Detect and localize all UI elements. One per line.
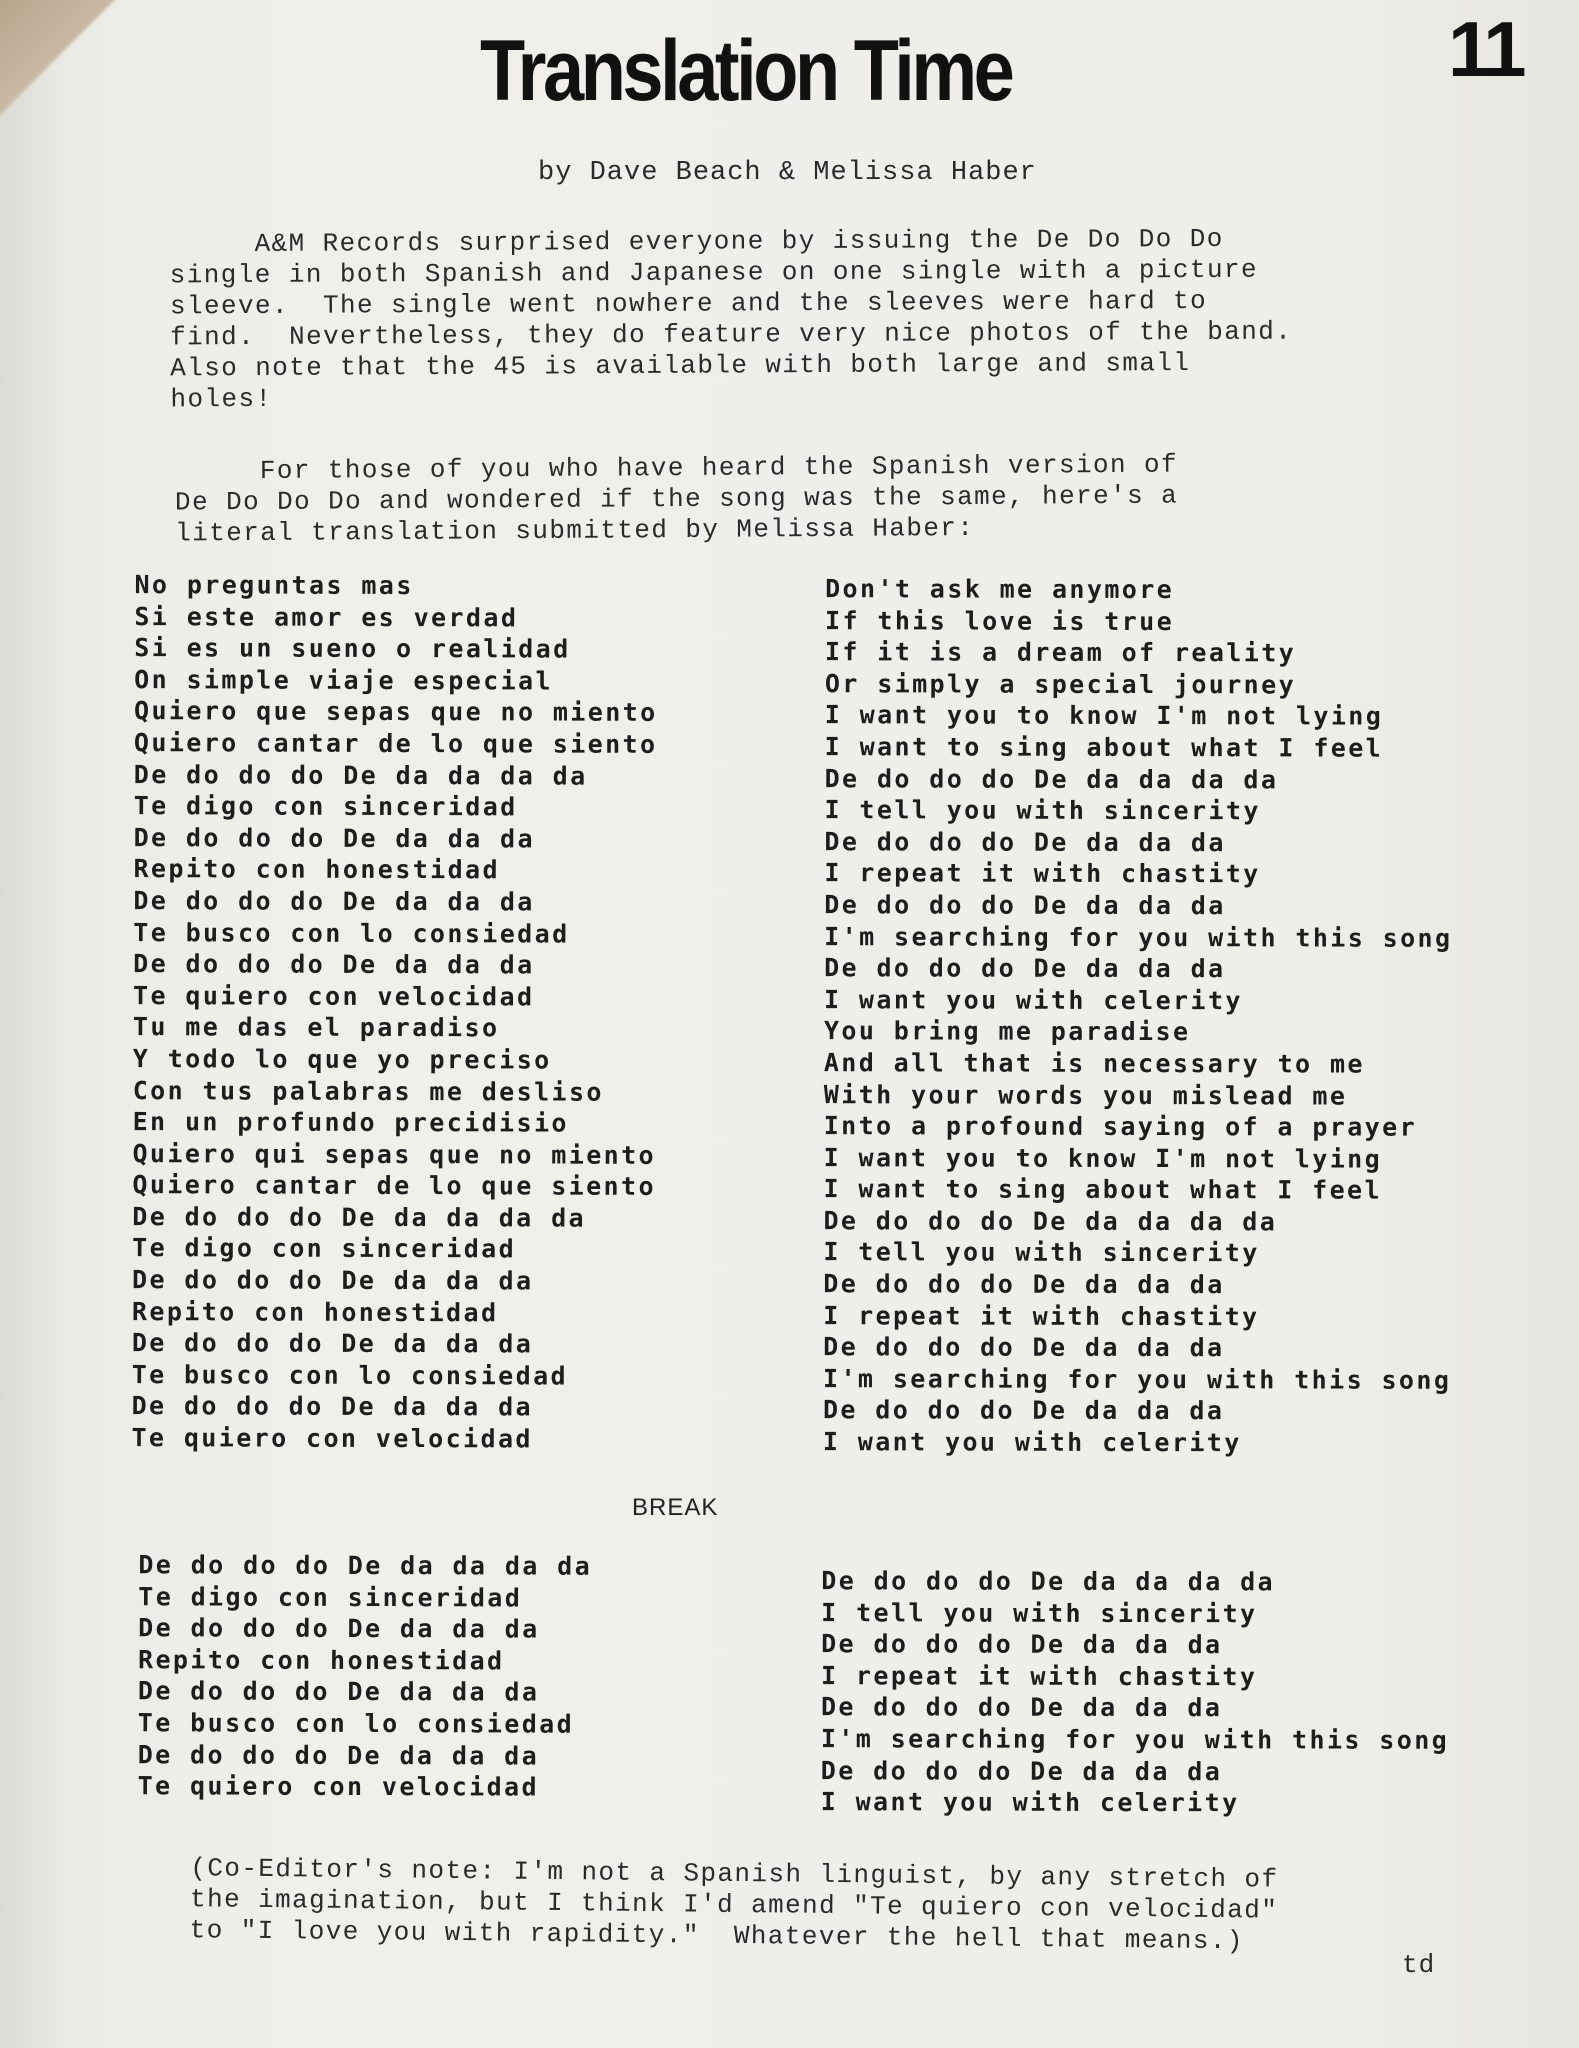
english-lyric-line: I want you with celerity (824, 984, 1243, 1015)
spanish-lyric-line: De do do do De da da da da (132, 1201, 587, 1233)
english-lyric-line: De do do do De da da da (824, 826, 1226, 857)
english-lyric-line: De do do do De da da da da (823, 1206, 1278, 1237)
english-lyric-line: I want you to know I'm not lying (823, 1142, 1383, 1174)
spanish-lyric-line: Repito con honestidad (138, 1644, 505, 1676)
spanish-lyric-line: De do do do De da da da (138, 1613, 540, 1644)
spanish-lyric-line: Y todo lo que yo preciso (132, 1043, 552, 1075)
english-lyric-line: De do do do De da da da (821, 1629, 1223, 1660)
spanish-lyric-line: Si es un sueno o realidad (134, 633, 571, 664)
spanish-lyrics-after-break (138, 1549, 593, 1803)
spanish-lyric-line: Tu me das el paradiso (132, 1012, 500, 1043)
spanish-lyric-line: No preguntas mas (134, 570, 414, 601)
english-lyric-line: I want you to know I'm not lying (824, 700, 1384, 732)
spanish-lyric-line: Te quiero con velocidad (133, 980, 535, 1012)
article-byline: by Dave Beach & Melissa Haber (538, 158, 1037, 188)
english-lyric-line: I repeat it with chastity (823, 1300, 1260, 1331)
page-number: 11 (1448, 5, 1523, 93)
spanish-lyric-line: De do do do De da da da da (133, 759, 588, 791)
spanish-lyric-line: Quiero que sepas que no miento (133, 696, 658, 728)
english-lyric-line: De do do do De da da da da (824, 763, 1279, 794)
spanish-lyric-line: Te digo con sinceridad (132, 1233, 517, 1264)
english-lyric-line: De do do do De da da da (823, 1332, 1225, 1363)
spanish-lyric-line: De do do do De da da da (137, 1676, 540, 1707)
spanish-lyric-line: De do do do De da da da (132, 1265, 534, 1296)
spanish-lyric-line: Te quiero con velocidad (137, 1771, 540, 1802)
break-label: BREAK (632, 1494, 719, 1521)
english-lyric-line: I'm searching for you with this song (820, 1724, 1450, 1755)
spanish-lyric-line: De do do do De da da da (133, 822, 536, 854)
spanish-lyric-line: En un profundo precidisio (132, 1107, 569, 1138)
spanish-lyrics-column (131, 569, 658, 1455)
spanish-lyric-line: Repito con honestidad (133, 854, 501, 885)
english-lyric-line: Don't ask me anymore (825, 574, 1175, 605)
spanish-lyric-line: Te quiero con velocidad (131, 1423, 533, 1454)
page-corner-shadow (0, 0, 150, 220)
english-lyric-line: De do do do De da da da (824, 953, 1226, 984)
english-lyric-line: I tell you with sincerity (824, 795, 1261, 826)
english-lyric-line: I'm searching for you with this song (824, 921, 1453, 953)
english-lyric-line: I want you with celerity (822, 1427, 1242, 1458)
spanish-lyric-line: Con tus palabras me desliso (132, 1075, 604, 1107)
spanish-lyric-line: Te digo con sinceridad (138, 1581, 523, 1613)
english-lyric-line: I repeat it with chastity (824, 858, 1261, 889)
translation-intro-paragraph: For those of you who have heard the Spanish version of De Do Do Do and wondered if the song was the same, here's a literal translation submitted by Melissa Haber: (174, 449, 1179, 549)
spanish-lyric-line: De do do do De da da da (137, 1739, 540, 1771)
english-lyric-line: Or simply a special journey (824, 668, 1297, 700)
article-title: Translation Time (480, 23, 1012, 119)
english-lyric-line: I repeat it with chastity (821, 1660, 1258, 1692)
spanish-lyric-line: De do do do De da da da da (138, 1550, 593, 1581)
spanish-lyric-line: On simple viaje especial (134, 664, 554, 696)
spanish-lyric-line: Te digo con sinceridad (133, 791, 518, 822)
english-lyric-line: De do do do De da da da da (821, 1566, 1276, 1597)
english-lyric-line: De do do do De da da da (822, 1395, 1225, 1426)
english-lyric-line: De do do do De da da da (820, 1755, 1223, 1786)
spanish-lyric-line: Quiero cantar de lo que siento (132, 1170, 656, 1202)
intro-paragraph: A&M Records surprised everyone by issuing the De Do Do Do single in both Spanish and Japanese on one single with a picture sleeve. The single went nowhere and the sleeves were hard to find. Nevertheless, they do feature very nice photos of the band. Also note that the 45 is available with both large and small holes! (169, 223, 1293, 415)
english-lyric-line: I want to sing about what I feel (824, 732, 1384, 763)
spanish-lyric-line: Repito con honestidad (131, 1296, 499, 1328)
english-lyric-line: Into a profound saying of a prayer (823, 1111, 1418, 1142)
english-lyric-line: I want to sing about what I feel (823, 1174, 1383, 1205)
spanish-lyric-line: Te busco con lo consiedad (137, 1708, 575, 1739)
english-lyric-line: If it is a dream of reality (824, 637, 1297, 668)
english-lyric-line: I tell you with sincerity (823, 1237, 1260, 1268)
english-lyric-line: And all that is necessary to me (823, 1048, 1365, 1079)
english-lyric-line: With your words you mislead me (823, 1079, 1348, 1111)
english-lyric-line: You bring me paradise (823, 1016, 1191, 1047)
english-lyrics-column (823, 573, 1454, 1459)
english-lyric-line: I'm searching for you with this song (823, 1364, 1452, 1395)
spanish-lyric-line: De do do do De da da da (131, 1328, 534, 1359)
english-lyric-line: I want you with celerity (820, 1787, 1240, 1818)
spanish-lyric-line: De do do do De da da da (131, 1391, 534, 1422)
spanish-lyric-line: Si este amor es verdad (134, 601, 519, 633)
spanish-lyric-line: De do do do De da da da (133, 949, 535, 980)
spanish-lyric-line: De do do do De da da da (133, 886, 535, 917)
spanish-lyric-line: Te busco con lo consiedad (131, 1359, 569, 1391)
spanish-lyric-line: Quiero qui sepas que no miento (132, 1138, 657, 1170)
note-initials: td (1402, 1950, 1436, 1980)
spanish-lyric-line: Quiero cantar de lo que siento (133, 728, 658, 759)
co-editor-note: (Co-Editor's note: I'm not a Spanish linguist, by any stretch of the imagination, but I think I'd amend "Te quiero con velocidad" to "I love you with rapidity." Whatever the hell that means.) (189, 1853, 1279, 1957)
english-lyric-line: De do do do De da da da (820, 1692, 1223, 1723)
english-lyric-line: If this love is true (824, 605, 1175, 636)
spanish-lyric-line: Te busco con lo consiedad (133, 917, 570, 949)
english-lyrics-after-break (821, 1565, 1450, 1819)
english-lyric-line: De do do do De da da da (823, 1269, 1225, 1300)
english-lyric-line: De do do do De da da da (824, 890, 1226, 921)
english-lyric-line: I tell you with sincerity (821, 1597, 1258, 1628)
